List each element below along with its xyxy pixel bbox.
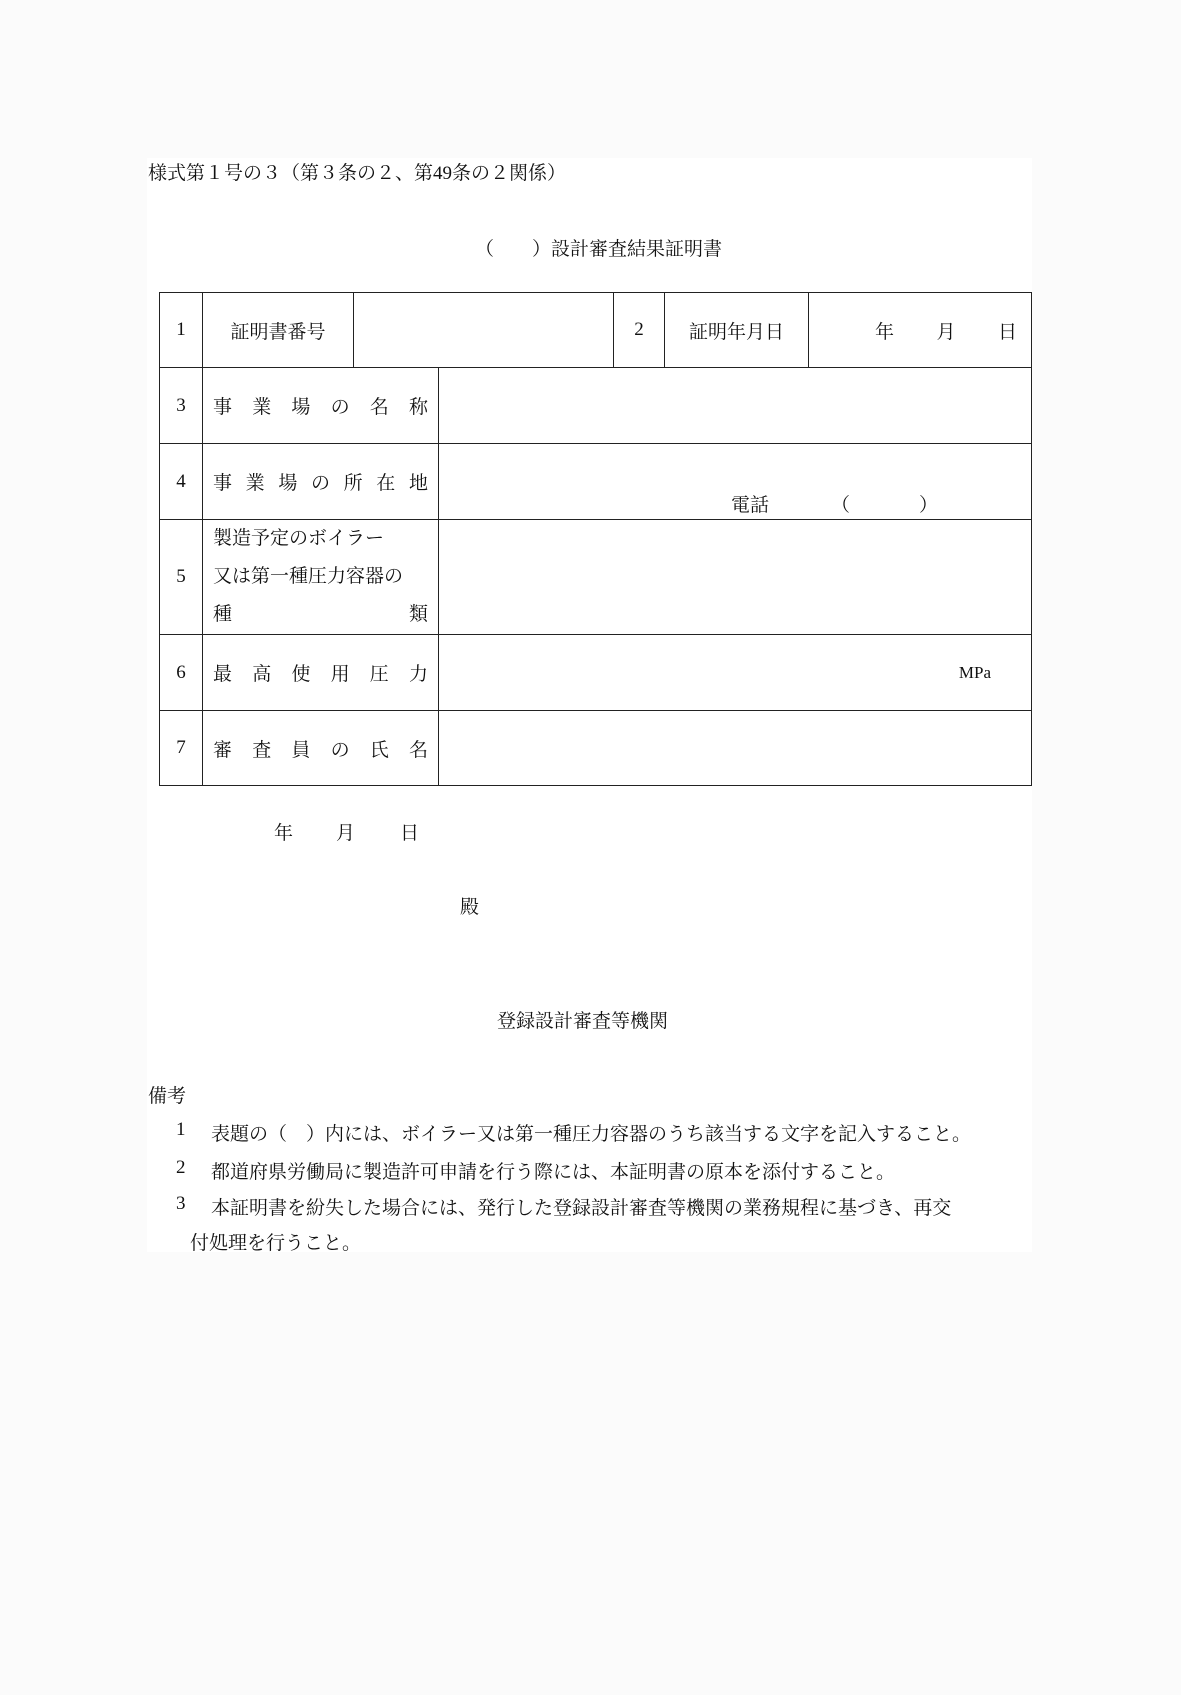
label-char: 員 bbox=[291, 739, 311, 761]
label-char: 場 bbox=[278, 473, 298, 494]
note-number: 2 bbox=[176, 1157, 186, 1178]
label-char: 業 bbox=[245, 473, 265, 494]
phone-label: 電話 bbox=[731, 495, 770, 516]
workplace-address-field[interactable] bbox=[439, 444, 1032, 520]
label-line: 製造予定のボイラー bbox=[213, 528, 385, 549]
phone-paren-open: （ bbox=[831, 495, 851, 516]
addressee-suffix: 殿 bbox=[460, 897, 480, 918]
row-number: 1 bbox=[160, 293, 203, 368]
label-char: 用 bbox=[330, 664, 350, 685]
label-char: 圧 bbox=[369, 664, 389, 685]
row-number: 6 bbox=[160, 635, 203, 711]
form-header: 様式第１号の３（第３条の２、第49条の２関係） bbox=[148, 163, 567, 184]
workplace-name-field[interactable] bbox=[439, 368, 1032, 444]
label-char: 種 bbox=[213, 604, 233, 625]
document-title: （ ）設計審査結果証明書 bbox=[475, 239, 723, 260]
label-equipment-type bbox=[203, 520, 439, 635]
label-char: 事 bbox=[213, 397, 233, 418]
label-char: 高 bbox=[252, 664, 272, 685]
label-char: 査 bbox=[252, 739, 272, 761]
row-number: 5 bbox=[160, 520, 203, 635]
certificate-date-field[interactable] bbox=[809, 293, 1032, 368]
label-char: 類 bbox=[408, 604, 428, 625]
row-number: 2 bbox=[614, 293, 665, 368]
row-workplace-name bbox=[160, 368, 1032, 444]
label-char: の bbox=[330, 739, 350, 761]
label-char: 在 bbox=[376, 473, 396, 494]
issue-day: 日 bbox=[400, 823, 420, 844]
label-char: 業 bbox=[252, 397, 272, 418]
label-char: 最 bbox=[213, 664, 233, 685]
inspector-name-field[interactable] bbox=[439, 711, 1032, 786]
day-label: 日 bbox=[997, 321, 1017, 343]
row-number: 4 bbox=[160, 444, 203, 520]
max-pressure-field[interactable] bbox=[439, 635, 1032, 711]
row-certificate-number bbox=[160, 293, 1032, 368]
phone-paren-close: ） bbox=[919, 495, 939, 516]
label-char: 所 bbox=[343, 473, 363, 494]
issue-year: 年 bbox=[274, 823, 294, 844]
notes-heading: 備考 bbox=[148, 1086, 187, 1107]
label-char: 力 bbox=[408, 664, 428, 685]
note-text-continuation: 付処理を行うこと。 bbox=[190, 1233, 362, 1254]
label-workplace-address bbox=[203, 444, 439, 520]
issuer-name: 登録設計審査等機関 bbox=[497, 1011, 669, 1032]
row-inspector-name bbox=[160, 711, 1032, 786]
label-char: の bbox=[310, 473, 330, 494]
certificate-number-field[interactable] bbox=[354, 293, 614, 368]
label-char: 名 bbox=[369, 397, 389, 418]
label-line: 又は第一種圧力容器の bbox=[213, 566, 404, 587]
equipment-type-field[interactable] bbox=[439, 520, 1032, 635]
label-char: 名 bbox=[408, 739, 428, 761]
note-text: 都道府県労働局に製造許可申請を行う際には、本証明書の原本を添付すること。 bbox=[211, 1162, 896, 1183]
row-workplace-address bbox=[160, 444, 1032, 520]
issue-month: 月 bbox=[336, 823, 356, 844]
label-char: 使 bbox=[291, 664, 311, 685]
label-workplace-name bbox=[203, 368, 439, 444]
label-char: の bbox=[330, 397, 350, 418]
unit-label: MPa bbox=[958, 662, 991, 682]
row-max-pressure bbox=[160, 635, 1032, 711]
note-number: 1 bbox=[176, 1119, 186, 1140]
year-label: 年 bbox=[875, 321, 895, 343]
label-certificate-number: 証明書番号 bbox=[203, 293, 354, 368]
label-char: 氏 bbox=[369, 739, 389, 761]
label-char: 審 bbox=[213, 739, 233, 761]
label-char: 称 bbox=[408, 397, 428, 418]
row-number: 3 bbox=[160, 368, 203, 444]
label-char: 場 bbox=[291, 397, 311, 418]
label-char: 事 bbox=[213, 473, 233, 494]
row-equipment-type bbox=[160, 520, 1032, 635]
note-number: 3 bbox=[176, 1193, 186, 1214]
label-inspector-name bbox=[203, 711, 439, 786]
month-label: 月 bbox=[936, 321, 956, 343]
certificate-table bbox=[159, 292, 1032, 786]
note-text: 本証明書を紛失した場合には、発行した登録設計審査等機関の業務規程に基づき、再交 bbox=[211, 1198, 952, 1219]
label-max-pressure bbox=[203, 635, 439, 711]
label-char: 地 bbox=[408, 473, 428, 494]
label-certificate-date: 証明年月日 bbox=[665, 293, 809, 368]
note-text: 表題の（ ）内には、ボイラー又は第一種圧力容器のうち該当する文字を記入すること。 bbox=[211, 1124, 972, 1145]
row-number: 7 bbox=[160, 711, 203, 786]
